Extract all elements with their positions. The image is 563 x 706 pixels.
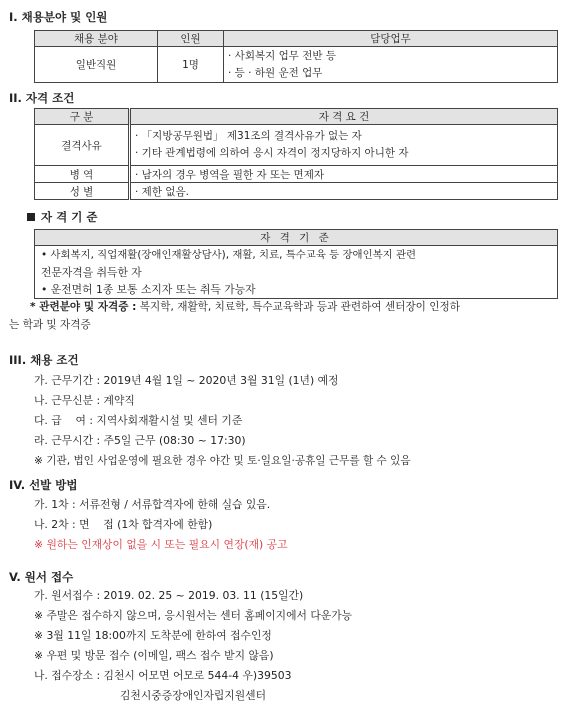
header-requirements: 자 격 요 건	[130, 109, 558, 125]
row-label: 성 별	[35, 183, 130, 200]
requirement-line: · 제한 없음.	[130, 183, 558, 200]
selection-note: ※ 원하는 인재상이 없을 시 또는 필요시 연장(재) 공고	[34, 538, 288, 551]
duties-cell	[224, 47, 558, 83]
criteria-content	[35, 246, 558, 299]
section3-title: III. 채용 조건	[9, 353, 79, 367]
criteria-table	[34, 229, 558, 299]
header-duties: 담당업무	[224, 31, 558, 47]
requirement-line: · 남자의 경우 병역을 필한 자 또는 면제자	[130, 166, 558, 183]
row-content	[130, 125, 558, 166]
duty-line: · 사회복지 업무 전반 등	[228, 49, 336, 62]
selection-line: 가. 1차 : 서류전형 / 서류합격자에 한해 실습 있음.	[34, 498, 271, 511]
related-note-continued: 는 학과 및 자격증	[9, 319, 91, 331]
section2-title: II. 자격 조건	[9, 91, 75, 105]
criteria-line: • 운전면허 1종 보통 소지자 또는 취득 가능자	[41, 282, 256, 296]
header-count: 인원	[158, 31, 224, 47]
header-field: 채용 분야	[35, 31, 158, 47]
application-info	[34, 586, 352, 706]
criteria-line: • 사회복지, 직업재활(장애인재활상담사), 재활, 치료, 특수교육 등 장애인복지 관련	[41, 248, 417, 261]
header-category: 구 분	[35, 109, 130, 125]
condition-line: 라. 근무시간 : 주5일 근무 (08:30 ~ 17:30)	[34, 434, 246, 447]
criteria-subtitle-text: 자 격 기 준	[41, 210, 98, 224]
criteria-header: 자 격 기 준	[35, 230, 558, 246]
section2-table	[34, 108, 558, 200]
section1-title: I. 채용분야 및 인원	[9, 10, 108, 24]
row-label: 결격사유	[35, 125, 130, 166]
condition-line: 다. 급 여 : 지역사회재활시설 및 센터 기준	[34, 414, 243, 427]
section5-title: V. 원서 접수	[9, 570, 74, 584]
related-note-text: 복지학, 재활학, 치료학, 특수교육학과 등과 관련하여 센터장이 인정하	[136, 301, 460, 313]
condition-line: 나. 근무신분 : 계약직	[34, 394, 135, 407]
selection-line: 나. 2차 : 면 접 (1차 합격자에 한함)	[34, 518, 213, 531]
requirement-line: · 「지방공무원법」 제31조의 결격사유가 없는 자	[135, 130, 362, 142]
application-note: ※ 3월 11일 18:00까지 도착분에 한하여 접수인정	[34, 629, 272, 642]
application-note: ※ 주말은 접수하지 않으며, 응시원서는 센터 홈페이지에서 다운가능	[34, 609, 353, 622]
requirement-line: · 기타 관계법령에 의하여 응시 자격이 정지당하지 아니한 자	[135, 147, 409, 159]
application-org: 김천시중증장애인자립지원센터	[120, 689, 267, 702]
selection-method	[34, 495, 288, 555]
condition-line: 가. 근무기간 : 2019년 4월 1일 ~ 2020년 3월 31일 (1년) 예정	[34, 374, 339, 387]
duty-line: · 등 · 하원 운전 업무	[228, 66, 323, 79]
related-note	[30, 299, 460, 314]
application-line: 가. 원서접수 : 2019. 02. 25 ~ 2019. 03. 11 (15일간)	[34, 589, 304, 602]
row-label: 병 역	[35, 166, 130, 183]
section4-title: IV. 선발 방법	[9, 478, 78, 492]
application-line: 나. 접수장소 : 김천시 어모면 어모로 544-4 우)39503	[34, 669, 292, 682]
criteria-line: 전문자격을 취득한 자	[41, 265, 142, 279]
related-note-label: * 관련분야 및 자격증 :	[30, 301, 137, 313]
condition-note: ※ 기관, 법인 사업운영에 필요한 경우 야간 및 토·일요일·공휴일 근무를 할 수 있음	[34, 455, 411, 467]
criteria-subtitle	[27, 209, 97, 225]
count-cell: 1명	[158, 47, 224, 83]
application-note: ※ 우편 및 방문 접수 (이메일, 팩스 접수 받지 않음)	[34, 649, 274, 662]
employment-conditions	[34, 371, 411, 471]
section1-table	[34, 30, 558, 83]
black-square-icon	[27, 213, 35, 221]
field-cell: 일반직원	[35, 47, 158, 83]
